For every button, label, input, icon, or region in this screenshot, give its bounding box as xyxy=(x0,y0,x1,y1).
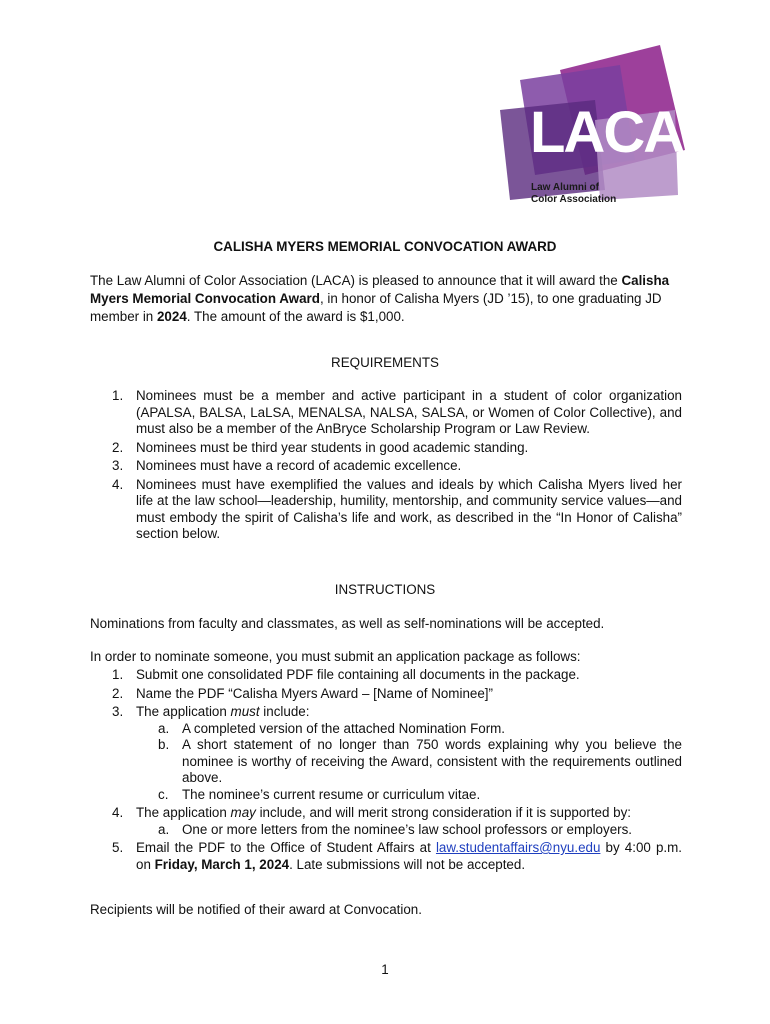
list-item: 5. Email the PDF to the Office of Student Affairs at law.studentaffairs@nyu.edu by 4:00 p.m. on Friday, March 1, 2024. Late submissions will not be accepted. xyxy=(112,840,682,872)
sub-list-item: a. One or more letters from the nominee’s law school professors or employers. xyxy=(158,821,633,837)
logo-caption-line1: Law Alumni of xyxy=(531,182,599,193)
instructions-lead: In order to nominate someone, you must submit an application package as follows: xyxy=(90,649,581,664)
sub-list xyxy=(136,822,682,839)
deadline: Friday, March 1, 2024 xyxy=(154,856,290,872)
award-name: Calisha Myers Memorial Convocation Award xyxy=(90,273,670,306)
sub-list-item: c. The nominee’s current resume or curriculum vitae. xyxy=(158,786,481,802)
email-link[interactable]: law.studentaffairs@nyu.edu xyxy=(435,840,601,855)
list-item: 2. Nominees must be third year students in good academic standing. xyxy=(112,439,529,455)
logo-wordmark: LACA xyxy=(530,100,684,165)
requirements-heading: REQUIREMENTS xyxy=(331,355,439,370)
sub-list-item: a. A completed version of the attached Nomination Form. xyxy=(158,720,506,736)
list-item: 2. Name the PDF “Calisha Myers Award – [Name of Nominee]” xyxy=(112,685,493,701)
list-item: 4. Nominees must have exemplified the values and ideals by which Calisha Myers lived her life at the law school—leadership, humility, mentorship, and community service values—and must embody the spirit of Calisha’s life and work, as described in the “In Honor of Calisha” section below. xyxy=(112,476,682,541)
page-title: CALISHA MYERS MEMORIAL CONVOCATION AWARD xyxy=(213,239,557,254)
nominations-note: Nominations from faculty and classmates, as well as self-nominations will be accepted. xyxy=(90,616,605,631)
logo-caption-line2: Color Association xyxy=(531,194,617,205)
list-item: 3. The application must include: a. A completed version of the attached Nomination Form. b. A short statement of no longer than 750 words explaining why you believe the nominee is worthy of receiving the Award, consistent with the requirements outlined above. c. The nominee’s current resume or curriculum vitae. xyxy=(112,704,682,802)
award-year: 2024 xyxy=(156,309,187,324)
instructions-heading: INSTRUCTIONS xyxy=(334,582,436,597)
instructions-list xyxy=(90,667,682,875)
closing-note: Recipients will be notified of their award at Convocation. xyxy=(90,902,422,917)
requirements-list xyxy=(90,388,682,545)
list-item: 3. Nominees must have a record of academic excellence. xyxy=(112,458,462,473)
list-item: 1. Submit one consolidated PDF file containing all documents in the package. xyxy=(112,667,580,682)
page-number: 1 xyxy=(381,962,389,977)
intro-paragraph: The Law Alumni of Color Association (LACA) is pleased to announce that it will award the Calisha Myers Memorial Convocation Award, in honor of Calisha Myers (JD ’15), to one graduating JD member in 2024. The amount of the award is $1,000. xyxy=(90,273,670,324)
sub-list xyxy=(136,721,682,804)
logo-caption xyxy=(531,182,616,206)
list-item: 4. The application may include, and will merit strong consideration if it is supported by: a. One or more letters from the nominee’s law school professors or employers. xyxy=(90,805,682,838)
sub-list-item: b. A short statement of no longer than 750 words explaining why you believe the nominee is worthy of receiving the Award, consistent with the requirements outlined above. xyxy=(158,737,682,785)
list-item: 1. Nominees must be a member and active participant in a student of color organization (APALSA, BALSA, LaLSA, MENALSA, NALSA, SALSA, or Women of Color Collective), and must also be a member of the AnBryce Scholarship Program or Law Review. xyxy=(112,388,682,436)
